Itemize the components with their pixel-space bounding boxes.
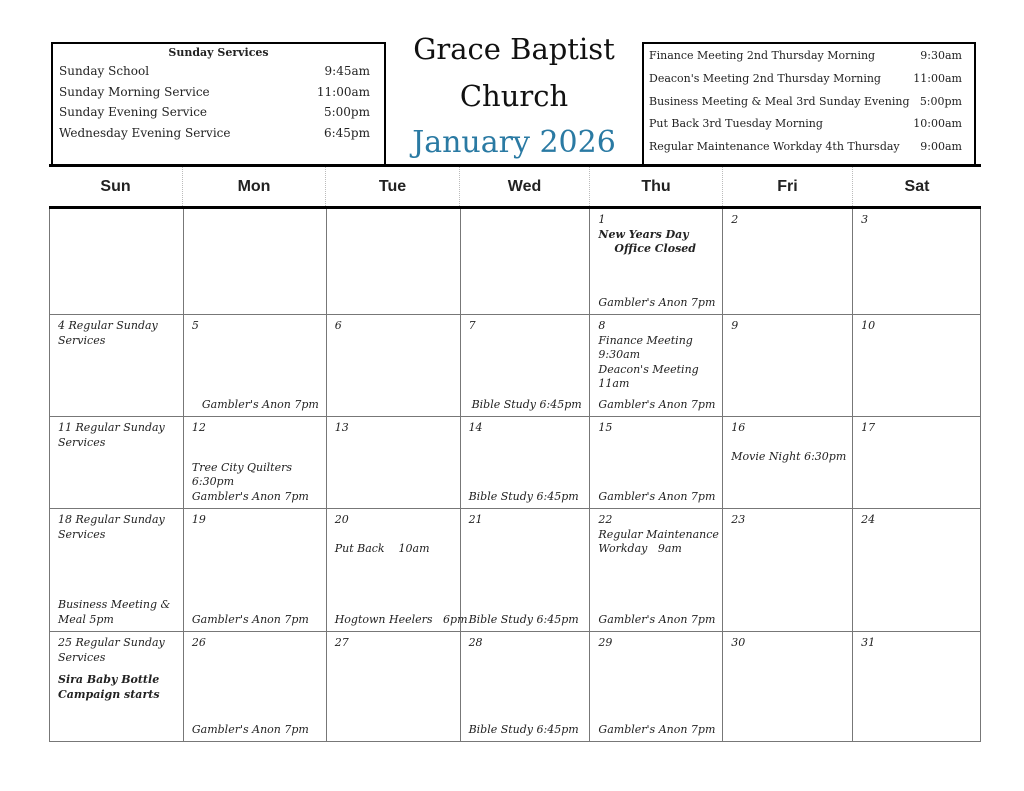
day-number: 25 Regular Sunday Services [58,636,165,664]
day-cell-28 [461,632,591,741]
day-cell-20 [327,509,468,631]
day-number: 11 Regular Sunday Services [58,421,165,449]
event-gamblers-anon: Gambler's Anon 7pm [201,397,319,411]
event-bible-study: Bible Study 6:45pm [468,722,579,736]
meeting-name: Regular Maintenance Workday 4th Thursday [649,140,900,154]
calendar-grid [49,164,981,742]
day-cell-2 [723,209,853,314]
event-gamblers-anon: Gambler's Anon 7pm [598,295,716,309]
day-number: 17 [861,421,876,434]
weekday-thu: Thu [590,167,723,206]
day-number: 24 [861,513,876,526]
service-row [59,85,378,106]
day-cell-15 [590,417,723,508]
day-cell-25 [50,632,184,741]
meetings-box [642,42,976,164]
day-cell-empty [327,209,461,314]
meeting-name: Finance Meeting 2nd Thursday Morning [649,49,876,62]
meeting-time: 10:00am [913,117,962,131]
event-tree-city-quilters: Tree City Quilters 6:30pm [191,460,293,488]
week-row [50,632,981,742]
day-cell-22 [590,509,723,631]
day-cell-16 [723,417,853,508]
sunday-services-title: Sunday Services [168,46,269,59]
service-time: 9:45am [324,64,370,78]
sunday-services-box [51,42,386,164]
event-workday-time: Workday 9am [598,542,682,555]
meeting-name: Put Back 3rd Tuesday Morning [649,117,823,131]
day-number: 8 [598,319,606,332]
day-cell-3 [853,209,981,314]
day-number: 5 [191,319,199,332]
weekday-wed: Wed [460,167,590,206]
event-finance-meeting: Finance Meeting [598,333,693,347]
event-gamblers-anon: Gambler's Anon 7pm [191,722,309,736]
event-deacons-meeting: Deacon's Meeting 11am [598,362,699,390]
day-number: 12 [191,421,206,434]
day-cell-29 [590,632,723,741]
day-number: 21 [468,513,483,526]
event-maintenance: Regular Maintenance [598,527,719,541]
day-cell-18 [50,509,184,631]
day-cell-12 [184,417,327,508]
week-row [50,315,981,417]
church-name-line1: Grace Baptist [413,32,615,66]
day-number: 14 [468,421,483,434]
day-number: 10 [861,319,876,332]
day-cell-10 [853,315,981,416]
meeting-row [649,117,962,140]
service-row [59,126,378,147]
week-row [50,509,981,632]
event-gamblers-anon: Gambler's Anon 7pm [598,397,716,411]
day-number: 29 [598,636,613,649]
event-gamblers-anon: Gambler's Anon 7pm [191,489,309,503]
event-put-back: Put Back 10am [334,541,430,555]
week-row [50,209,981,315]
meeting-time: 9:00am [920,140,962,154]
event-campaign-starts: Campaign starts [58,687,160,701]
day-number: 1 [598,213,606,226]
event-business-meeting: Business Meeting & [58,598,171,611]
event-business-meal: Meal 5pm [58,612,114,626]
event-gamblers-anon: Gambler's Anon 7pm [598,722,716,736]
events-bottom [58,598,181,627]
day-cell-empty [184,209,327,314]
day-number: 4 Regular Sunday Services [58,319,158,347]
event-hogtown-heelers: Hogtown Heelers 6pm [334,612,468,626]
meeting-row [649,140,962,163]
day-cell-7 [461,315,591,416]
day-cell-27 [327,632,461,741]
meeting-time: 9:30am [920,49,962,62]
service-name: Wednesday Evening Service [59,125,231,140]
event-movie-night: Movie Night 6:30pm [731,449,847,463]
event-bible-study: Bible Study 6:45pm [468,612,579,626]
day-number: 18 Regular Sunday Services [58,513,165,541]
day-number: 2 [731,213,739,226]
day-number: 7 [468,319,476,332]
church-name-line2: Church [459,79,569,113]
meeting-name: Business Meeting & Meal 3rd Sunday Evening [649,94,910,108]
day-cell-6 [327,315,461,416]
event-gamblers-anon: Gambler's Anon 7pm [191,612,309,626]
event-bible-study: Bible Study 6:45pm [471,397,582,411]
meeting-time: 11:00am [913,71,962,85]
day-number: 15 [598,421,613,434]
event-gamblers-anon: Gambler's Anon 7pm [598,489,716,503]
day-number: 26 [191,636,206,649]
day-cell-5 [184,315,327,416]
day-number: 28 [468,636,483,649]
meeting-name: Deacon's Meeting 2nd Thursday Morning [649,71,881,85]
day-number: 13 [334,421,349,434]
meeting-row [649,72,962,95]
day-cell-empty [50,209,184,314]
day-cell-31 [853,632,981,741]
event-holiday: New Years Day [598,227,689,241]
month-title: January 2026 [412,125,616,160]
service-time: 11:00am [316,84,370,99]
service-name: Sunday School [59,64,150,78]
event-office-closed: Office Closed [614,242,696,255]
day-cell-11 [50,417,184,508]
week-row [50,417,981,509]
event-baby-bottle: Sira Baby Bottle [58,673,160,686]
day-cell-8 [590,315,723,416]
service-row [59,64,378,85]
meeting-row [649,95,962,118]
events-bottom [192,461,324,505]
weekday-header [49,164,981,209]
day-number: 27 [334,636,349,649]
meeting-row [649,49,962,72]
day-cell-23 [723,509,853,631]
day-number: 20 [334,513,349,526]
day-cell-17 [853,417,981,508]
day-cell-empty [461,209,591,314]
day-number: 9 [731,319,739,332]
day-cell-30 [723,632,853,741]
day-number: 31 [861,636,876,649]
service-row [59,105,378,126]
weekday-sun: Sun [49,167,183,206]
event-finance-time: 9:30am [598,348,641,361]
service-name: Sunday Evening Service [59,105,208,119]
day-number: 19 [191,513,206,526]
weekday-sat: Sat [904,177,930,195]
service-name: Sunday Morning Service [59,84,210,99]
service-time: 5:00pm [323,105,370,119]
calendar-title [388,26,640,165]
weekday-mon: Mon [183,167,326,206]
day-cell-4 [50,315,184,416]
day-number: 6 [334,319,342,332]
weekday-tue: Tue [326,167,460,206]
service-time: 6:45pm [323,125,370,140]
day-cell-19 [184,509,327,631]
day-number: 3 [861,213,869,226]
event-gamblers-anon: Gambler's Anon 7pm [598,612,716,626]
day-cell-21 [461,509,591,631]
day-cell-14 [461,417,591,508]
event-bible-study: Bible Study 6:45pm [468,489,579,503]
day-cell-9 [723,315,853,416]
day-number: 22 [598,513,613,526]
day-cell-26 [184,632,327,741]
day-number: 23 [731,513,746,526]
day-cell-24 [853,509,981,631]
day-number: 16 [731,421,746,434]
day-number: 30 [731,636,746,649]
day-cell-1 [590,209,723,314]
meeting-time: 5:00pm [919,94,962,108]
weekday-fri: Fri [723,167,853,206]
day-cell-13 [327,417,461,508]
